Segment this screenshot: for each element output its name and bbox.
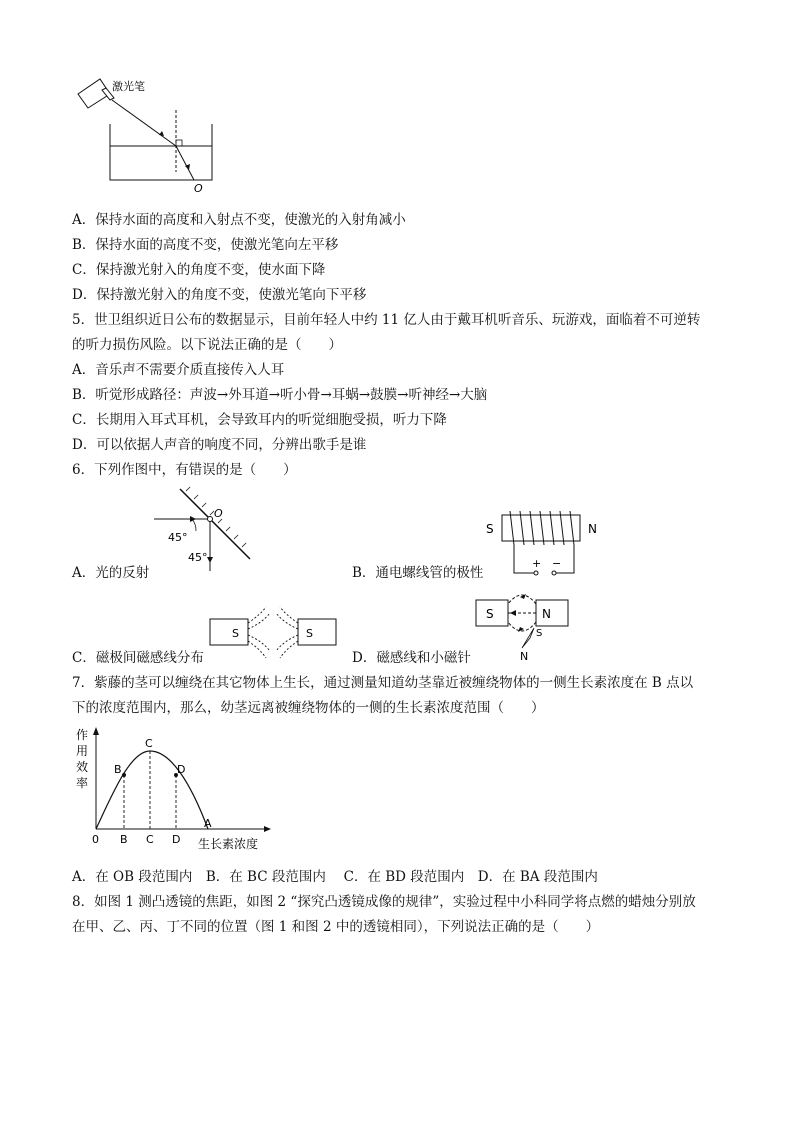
q5-stem-line2: 的听力损伤风险。以下说法正确的是（ ） [72, 337, 342, 353]
solenoid-n-label: N [588, 522, 597, 536]
tick-b: B [120, 833, 128, 846]
q4-option-d: D．保持激光射入的角度不变，使激光笔向下平移 [72, 287, 367, 303]
laser-pen-label: 激光笔 [112, 80, 145, 93]
ylabel-char-1: 作 [76, 728, 89, 742]
q4-option-a: A．保持水面的高度和入射点不变，使激光的入射角减小 [72, 212, 406, 228]
growth-curve-figure [72, 725, 272, 855]
q6-caption-b: B．通电螺线管的极性 [352, 565, 484, 581]
reflection-angle-1: 45° [168, 531, 188, 544]
reflection-point-o: O [214, 507, 223, 520]
point-b-label: B [114, 763, 122, 776]
point-c-label: C [145, 737, 153, 750]
point-o-label: O [194, 182, 203, 195]
q5-option-c: C．长期用入耳式耳机，会导致耳内的听觉细胞受损，听力下降 [72, 412, 447, 428]
ylabel-char-3: 效 [76, 760, 89, 774]
q6-caption-a: A．光的反射 [72, 565, 150, 581]
ylabel-char-4: 率 [76, 776, 89, 790]
q6-caption-c: C．磁极间磁感线分布 [72, 650, 204, 666]
q7-stem-line1: 7．紫藤的茎可以缠绕在其它物体上生长，通过测量知道幼茎靠近被缠绕物体的一侧生长素浓度在 B 点以 [72, 675, 694, 691]
q8-stem-line1: 8．如图 1 测凸透镜的焦距，如图 2 “探究凸透镜成像的规律”，实验过程中小科同学将点燃的蜡烛分别放 [72, 894, 696, 910]
q6-stem: 6．下列作图中，有错误的是（ ） [72, 462, 297, 478]
right-pole-label: S [306, 627, 313, 640]
q7-options: A．在 OB 段范围内 B．在 BC 段范围内 C．在 BD 段范围内 D．在 BA 段范围内 [72, 869, 598, 885]
needle-n-label: N [520, 650, 529, 662]
reflection-figure [150, 485, 260, 580]
reflection-angle-2: 45° [188, 551, 208, 564]
magnet-needle-figure [470, 590, 580, 662]
response-curve [96, 751, 208, 829]
solenoid-s-label: S [486, 522, 494, 536]
origin-label: 0 [92, 833, 99, 846]
xlabel: 生长素浓度 [198, 837, 259, 851]
q8-stem-line2: 在甲、乙、丙、丁不同的位置（图 1 和图 2 中的透镜相同），下列说法正确的是（ ） [72, 919, 600, 935]
q5-option-a: A．音乐声不需要介质直接传入人耳 [72, 362, 285, 378]
tick-d: D [172, 833, 181, 846]
q5-option-b: B．听觉形成路径：声波→外耳道→听小骨→耳蜗→鼓膜→听神经→大脑 [72, 387, 488, 403]
battery-minus: − [552, 557, 562, 570]
q6-caption-d: D．磁感线和小磁针 [352, 650, 471, 666]
q4-option-b: B．保持水面的高度不变，使激光笔向左平移 [72, 237, 339, 253]
point-a-label: A [204, 817, 212, 830]
q7-stem-line2: 下的浓度范围内，那么，幼茎远离被缠绕物体的一侧的生长素浓度范围（ ） [72, 700, 545, 716]
laser-pen-icon [78, 79, 114, 108]
q5-option-d: D．可以依据人声音的响度不同，分辨出歌手是谁 [72, 437, 367, 453]
magnet-n-label: N [542, 607, 551, 621]
tick-c: C [146, 833, 154, 846]
point-d-label: D [177, 763, 186, 776]
needle-s-label: S [536, 628, 543, 639]
ylabel-char-2: 用 [76, 744, 89, 758]
q4-option-c: C．保持激光射入的角度不变，使水面下降 [72, 262, 326, 278]
solenoid-figure [480, 505, 610, 580]
q5-stem-line1: 5．世卫组织近日公布的数据显示，目前年轻人中约 11 亿人由于戴耳机听音乐、玩游戏，面临着不可逆转 [72, 312, 701, 328]
battery-plus: + [532, 557, 542, 570]
magnet-s-label: S [486, 607, 494, 621]
laser-water-figure [70, 72, 230, 197]
left-pole-label: S [232, 627, 239, 640]
like-poles-figure [208, 605, 338, 660]
